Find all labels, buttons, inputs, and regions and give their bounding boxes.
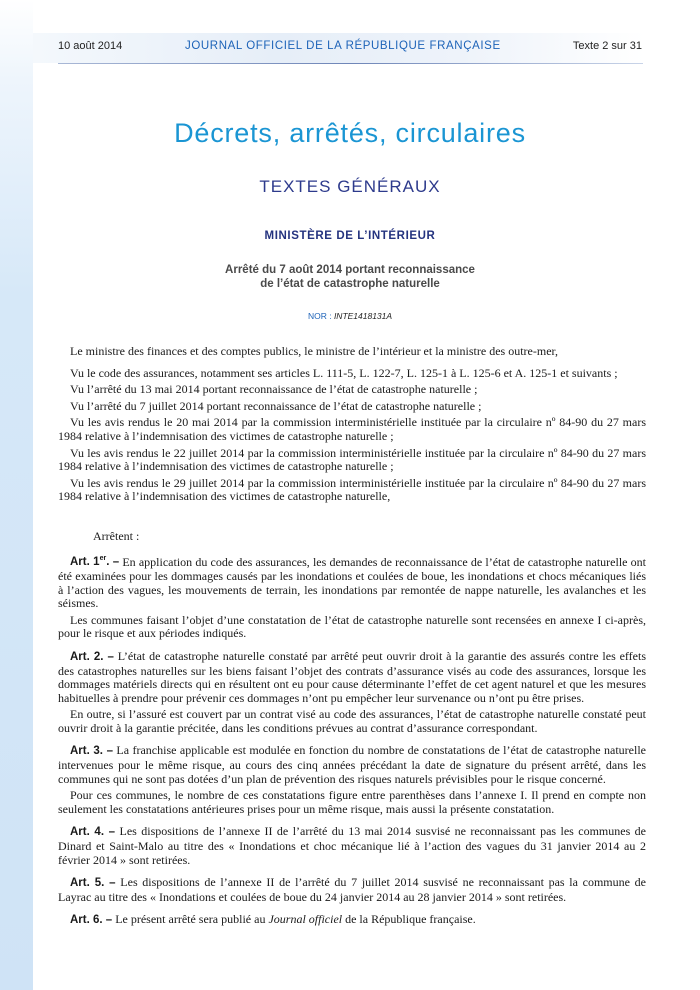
article-paragraph: En outre, si l’assuré est couvert par un contrat visé au code des assurances, l’état de catastrophe naturelle constaté peut ouvrir droit à la garantie précitée, dans les conditions prévues au contrat d’assurance correspondant. — [58, 707, 646, 735]
preamble-paragraph: Vu l’arrêté du 7 juillet 2014 portant reconnaissance de l’état de catastrophe naturelle ; — [70, 398, 482, 413]
article-2 — [58, 650, 646, 705]
preamble-paragraph: Vu les avis rendus le 29 juillet 2014 par la commission interministérielle instituée par la circulaire nº 84-90 du 27 mars 1984 relative à l’indemnisation des victimes de catastrophe naturelle, — [58, 475, 646, 504]
article-text: L’état de catastrophe naturelle constaté par arrêté peut ouvrir droit à la garantie des assurés contre les effets des catastrophes naturelles sur les biens faisant l’objet des contrats d’assurance visés au code des assurances, lorsque les dommages matériels directs qui en résultent ont eu pour cause déterminante l’effet de cet agent naturel et que les mesures habituelles à prendre pour prévenir ces dommages n’ont pu empêcher leur survenance ou n’ont pu être prises. — [58, 648, 647, 705]
article-text-after: de la République française. — [345, 912, 476, 927]
preamble-paragraph: Vu l’arrêté du 13 mai 2014 portant reconnaissance de l’état de catastrophe naturelle ; — [70, 382, 478, 397]
article-text: Les dispositions de l’annexe II de l’arrêté du 7 juillet 2014 susvisé ne reconnaissant pas la commune de Layrac au titre des « Inondations et coulées de boue du 24 janvier 2014 au 28 janvier 2014 » sont retirées. — [58, 875, 646, 904]
header-divider — [58, 63, 643, 64]
decree-title — [0, 263, 700, 291]
article-text-before: Le présent arrêté sera publié au — [115, 912, 266, 927]
document-body — [58, 345, 646, 931]
section-title: TEXTES GÉNÉRAUX — [259, 177, 441, 196]
article-label: Art. 5. – — [70, 877, 116, 890]
nor-value: INTE1418131A — [333, 311, 393, 321]
nor-reference — [0, 311, 700, 321]
arretent-heading: Arrêtent : — [93, 528, 140, 543]
article-4 — [58, 825, 646, 867]
article-6 — [58, 913, 646, 928]
nor-label: NOR : — [307, 311, 332, 321]
publication-date: 10 août 2014 — [58, 40, 123, 52]
article-paragraph: Les communes faisant l’objet d’une constatation de l’état de catastrophe naturelle sont recensées en annexe I ci-après, pour le risque et aux périodes indiqués. — [58, 612, 646, 641]
article-label: Art. 4. – — [70, 826, 116, 839]
decree-title-line1: Arrêté du 7 août 2014 portant reconnaissance — [225, 264, 475, 276]
preamble-paragraph: Vu le code des assurances, notamment ses articles L. 111-5, L. 122-7, L. 125-1 à L. 125-6 et A. 125-1 et suivants ; — [70, 365, 618, 380]
preamble-paragraph: Vu les avis rendus le 22 juillet 2014 par la commission interministérielle instituée par la circulaire nº 84-90 du 27 mars 1984 relative à l’indemnisation des victimes de catastrophe naturelle ; — [58, 445, 646, 474]
decree-title-line2: de l’état de catastrophe naturelle — [260, 278, 440, 290]
article-label: Art. 3. – — [70, 745, 113, 758]
article-1 — [58, 553, 646, 611]
article-3 — [58, 744, 646, 786]
preamble-paragraph: Vu les avis rendus le 20 mai 2014 par la commission interministérielle instituée par la circulaire nº 84-90 du 27 mars 1984 relative à l’indemnisation des victimes de catastrophe naturelle ; — [58, 415, 646, 443]
article-5 — [58, 876, 646, 904]
journal-officiel-reference: Journal officiel — [268, 912, 343, 927]
article-text: Les dispositions de l’annexe II de l’arrêté du 13 mai 2014 susvisé ne reconnaissant pas les communes de Dinard et Saint-Malo au titre des « Inondations et choc mécanique lié à l’action des vagues du 31 janvier 2014 au 2 février 2014 » sont retirées. — [58, 824, 647, 867]
article-text: En application du code des assurances, les demandes de reconnaissance de l’état de catastrophe naturelle ont été examinées pour les dommages causés par les inondations et coulées de boue, les inondations et chocs mécaniques liés à l’action des vagues, les mouvements de terrain, les inondations par remontée de nappe naturelle, les avalanches et les séismes. — [58, 554, 647, 611]
article-label: Art. 2. – — [70, 650, 114, 663]
main-title: Décrets, arrêtés, circulaires — [174, 118, 526, 148]
article-text: La franchise applicable est modulée en fonction du nombre de constatations de l’état de catastrophe naturelle intervenues pour le même risque, au cours des cinq années précédant la date de signature du présent arrêté, dans les communes qui ne sont pas dotées d’un plan de prévention des risques naturels prévisibles pour le risque concerné. — [58, 743, 647, 786]
article-label: Art. 1er. – — [70, 555, 120, 569]
page-indicator: Texte 2 sur 31 — [572, 40, 642, 52]
ministry-name: MINISTÈRE DE L’INTÉRIEUR — [264, 230, 436, 242]
article-paragraph: Pour ces communes, le nombre de ces constatations figure entre parenthèses dans l’annexe I. Il prend en compte non seulement les constatations antérieures prises pour un même risque, mais aussi la présente constatation. — [58, 788, 646, 816]
preamble-paragraph: Le ministre des finances et des comptes publics, le ministre de l’intérieur et la ministre des outre-mer, — [70, 344, 559, 358]
article-label: Art. 6. – — [70, 914, 113, 927]
journal-title: JOURNAL OFFICIEL DE LA RÉPUBLIQUE FRANÇAISE — [185, 40, 501, 52]
